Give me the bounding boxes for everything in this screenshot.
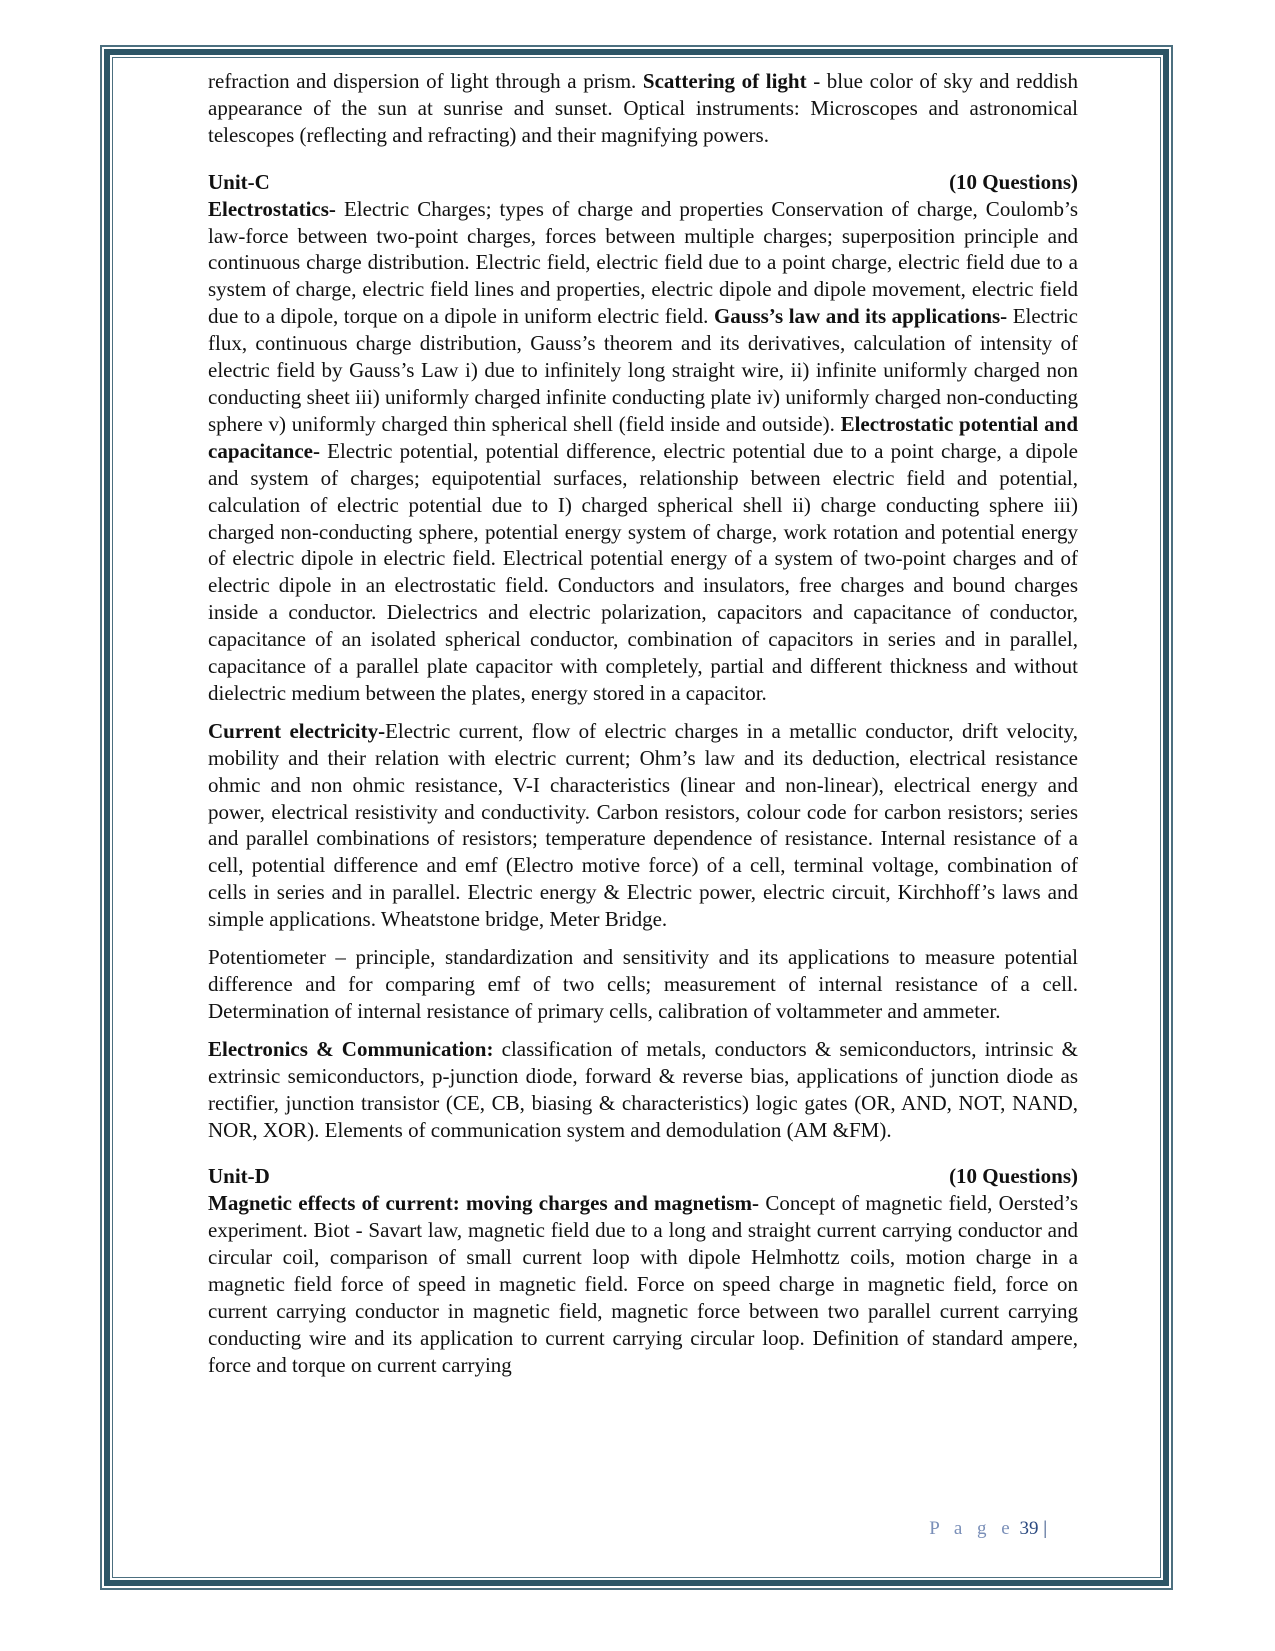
document-body [208,68,1078,1379]
potentiometer-paragraph: Potentiometer – principle, standardization and sensitivity and its applications to measure potential difference and for comparing emf of two cells; measurement of internal resistance of a cell. Determination of internal resistance of primary cells, calibration of voltammeter and ammeter. [208,945,1078,1023]
unit-c-title: Unit-C [208,169,270,194]
electrostatics-paragraph: Electrostatics- Electric Charges; types of charge and properties Conservation of charge, Coulomb’s law-force between two-point charges, forces between multiple charges; superposition principle and continuous charge distribution. Electric field, electric field due to a point charge, electric field due to a system of charge, electric field lines and properties, electric dipole and dipole movement, electric field due to a dipole, torque on a dipole in uniform electric field. Gauss’s law and its applications- Electric flux, continuous charge distribution, Gauss’s theorem and its derivatives, calculation of intensity of electric field by Gauss’s Law i) due to infinitely long straight wire, ii) infinite uniformly charged non conducting sheet iii) uniformly charged infinite conducting plate iv) uniformly charged non-conducting sphere v) uniformly charged thin spherical shell (field inside and outside). Electrostatic potential and capacitance- Electric potential, potential difference, electric potential due to a point charge, a dipole and system of charges; equipotential surfaces, relationship between electric field and potential, calculation of electric potential due to I) charged spherical shell ii) charge conducting sphere iii) charged non-conducting sphere, potential energy system of charge, work rotation and potential energy of electric dipole in electric field. Electrical potential energy of a system of two-point charges and of electric dipole in an electrostatic field. Conductors and insulators, free charges and bound charges inside a conductor. Dielectrics and electric polarization, capacitors and capacitance of conductor, capacitance of an isolated spherical conductor, combination of capacitors in series and in parallel, capacitance of a parallel plate capacitor with completely, partial and different thickness and without dielectric medium between the plates, energy stored in a capacitor. [208,196,1078,705]
unit-d-title: Unit-D [208,1164,270,1189]
electronics-paragraph: Electronics & Communication: classification of metals, conductors & semiconductors, intrinsic & extrinsic semiconductors, p-junction diode, forward & reverse bias, applications of junction diode as rectifier, junction transistor (CE, CB, biasing & characteristics) logic gates (OR, AND, NOT, NAND, NOR, XOR). Elements of communication system and demodulation (AM &FM). [208,1036,1078,1142]
unit-d-heading [208,1163,1078,1190]
page-footer [929,1518,1047,1540]
current-electricity-paragraph: Current electricity-Electric current, flow of electric charges in a metallic conductor, drift velocity, mobility and their relation with electric current; Ohm’s law and its deduction, electrical resistance ohmic and non ohmic resistance, V-I characteristics (linear and non-linear), electrical energy and power, electrical resistivity and conductivity. Carbon resistors, colour code for carbon resistors; series and parallel combinations of resistors; temperature dependence of resistance. Internal resistance of a cell, potential difference and emf (Electro motive force) of a cell, terminal voltage, combination of cells in series and in parallel. Electric energy & Electric power, electric circuit, Kirchhoff’s laws and simple applications. Wheatstone bridge, Meter Bridge. [208,718,1078,932]
magnetic-effects-paragraph: Magnetic effects of current: moving charges and magnetism- Concept of magnetic field, Oersted’s experiment. Biot - Savart law, magnetic field due to a long and straight current carrying conductor and circular coil, comparison of small current loop with dipole Helmhottz coils, motion charge in a magnetic field force of speed in magnetic field. Force on speed charge in magnetic field, force on current carrying conductor in magnetic field, magnetic force between two parallel current carrying conducting wire and its application to current carrying circular loop. Definition of standard ampere, force and torque on current carrying [208,1191,1079,1377]
page-number: 39 | [1019,1518,1047,1539]
unit-c-questions: (10 Questions) [949,169,1078,194]
unit-d-questions: (10 Questions) [949,1164,1078,1189]
unit-c-heading [208,169,1078,196]
page-label: P a g e [929,1518,1015,1539]
intro-paragraph: refraction and dispersion of light through a prism. Scattering of light - blue color of sky and reddish appearance of the sun at sunrise and sunset. Optical instruments: Microscopes and astronomical telescopes (reflecting and refracting) and their magnifying powers. [208,69,1078,147]
